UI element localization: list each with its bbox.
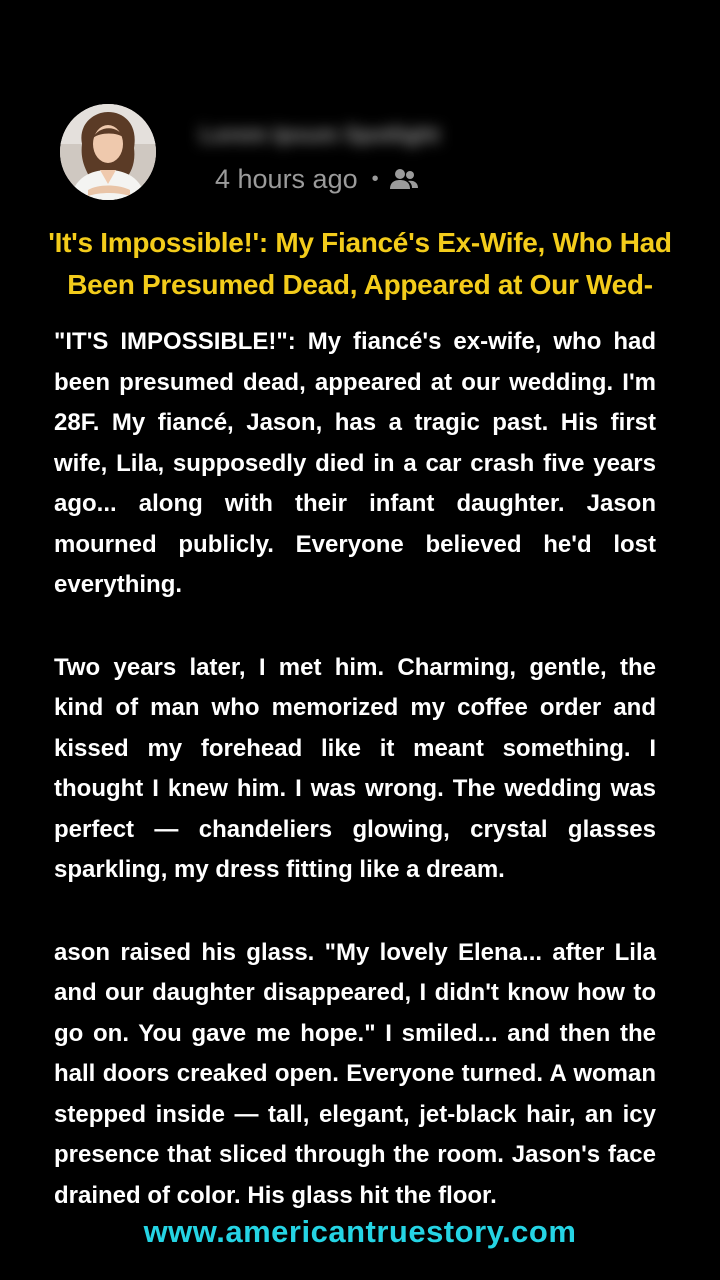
article-headline[interactable]: 'It's Impossible!': My Fiancé's Ex-Wife, Who Had Been Presumed Dead, Appeared at Our Wed-	[48, 227, 672, 300]
story-paragraph: Two years later, I met him. Charming, gentle, the kind of man who memorized my coffee order and kissed my forehead like it meant something. I thought I knew him. I was wrong. The wedding was perfect — chandeliers glowing, crystal glasses sparkling, my dress fitting like a dream.	[54, 653, 656, 883]
story-body	[54, 322, 656, 1258]
profile-photo-icon	[60, 104, 156, 200]
author-avatar[interactable]	[60, 104, 156, 200]
post-header	[60, 104, 680, 200]
friends-icon[interactable]	[389, 167, 419, 191]
story-paragraph: ason raised his glass. "My lovely Elena... after Lila and our daughter disappeared, I didn't know how to go on. You gave me hope." I smiled... and then the hall doors creaked open. Everyone turned. A woman stepped inside — tall, elegant, jet-black hair, an icy presence that sliced through the room. Jason's face drained of color. His glass hit the floor.	[54, 938, 656, 1209]
story-paragraph: "IT'S IMPOSSIBLE!": My fiancé's ex-wife, who had been presumed dead, appeared at our wedding. I'm 28F. My fiancé, Jason, has a tragic past. His first wife, Lila, supposedly died in a car crash five years ago... along with their infant daughter. Jason mourned publicly. Everyone believed he'd lost everything.	[54, 328, 656, 598]
post-meta	[215, 162, 419, 196]
website-link[interactable]: www.americantruestory.com	[143, 1214, 577, 1249]
post-timestamp[interactable]: 4 hours ago	[215, 163, 358, 194]
author-name[interactable]: Lorem Ipsum Spotlight	[200, 122, 440, 147]
meta-separator: •	[371, 167, 379, 190]
